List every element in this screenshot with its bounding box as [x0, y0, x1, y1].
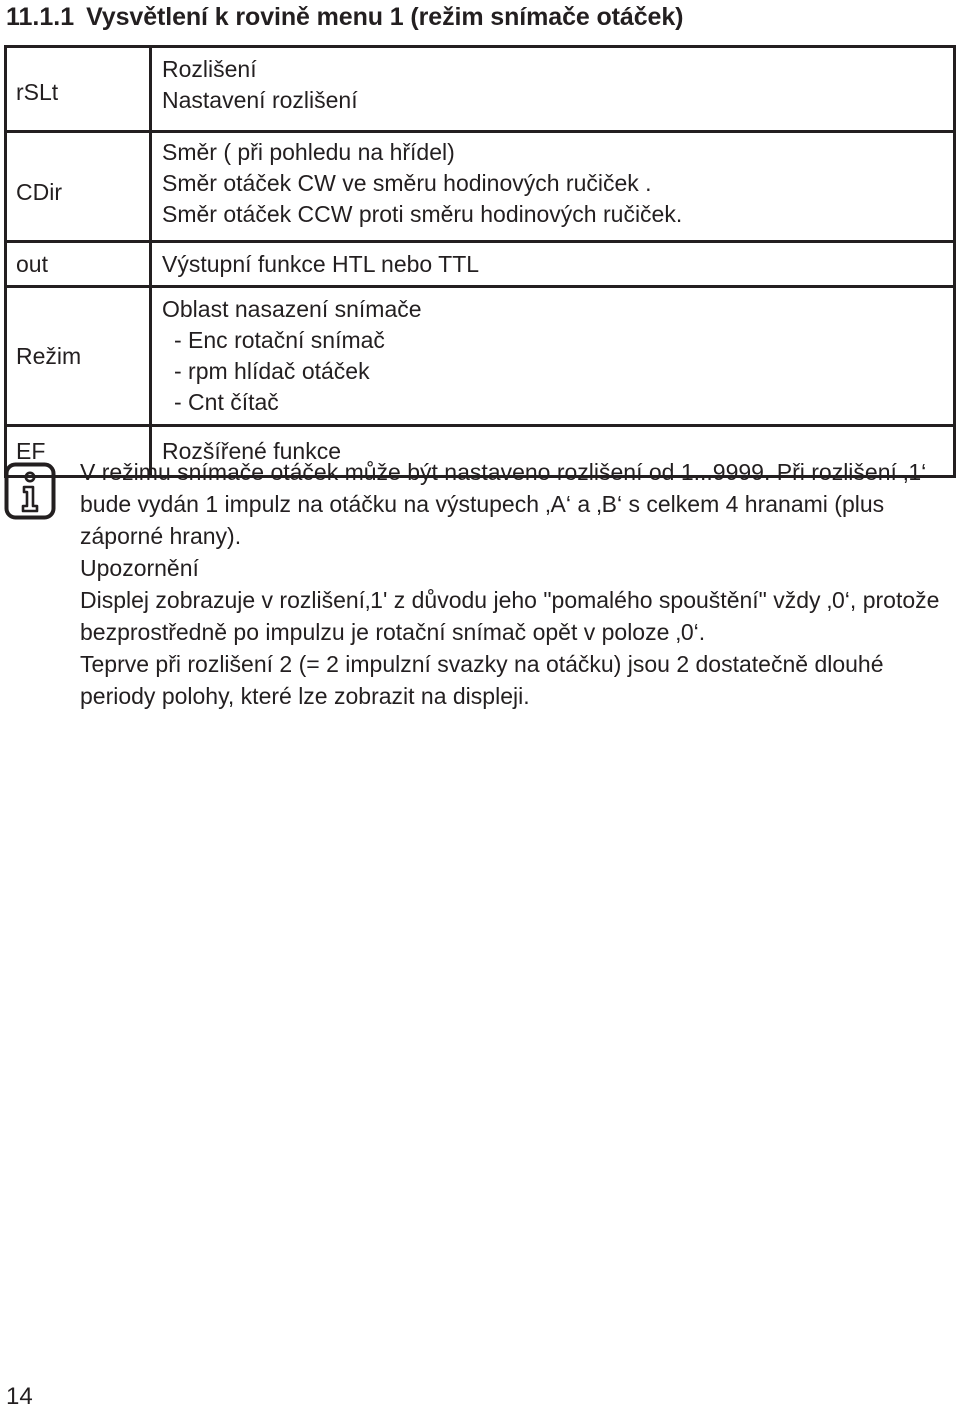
menu-key: rSLt [6, 47, 151, 132]
menu-key: out [6, 242, 151, 287]
table-row [6, 287, 955, 426]
section-number: 11.1.1 [6, 3, 75, 31]
info-note [80, 456, 952, 712]
menu-key: EF [6, 426, 151, 477]
description-line: - rpm hlídač otáček [174, 358, 370, 384]
section-title: Vysvětlení k rovině menu 1 (režim snímače otáček) [86, 3, 684, 31]
description-line: Směr otáček CW ve směru hodinových ručiček . [162, 170, 652, 196]
description-line: Výstupní funkce HTL nebo TTL [162, 250, 480, 277]
note-paragraph: Teprve při rozlišení 2 (= 2 impulzní svazky na otáčku) jsou 2 dostatečně dlouhé periody polohy, které lze zobrazit na displeji. [80, 651, 884, 709]
description-line: Směr otáček CCW proti směru hodinových ručiček. [162, 201, 683, 227]
description-line: Směr ( při pohledu na hřídel) [162, 139, 455, 165]
note-paragraph: V režimu snímače otáček může být nastaveno rozlišení od 1...9999. Při rozlišení ‚1‘ bude vydán 1 impulz na otáčku na výstupech ‚A‘ a ‚B‘ s celkem 4 hranami (plus záporné hrany). [80, 459, 927, 549]
description-line: Nastavení rozlišení [162, 87, 358, 113]
table-row [6, 242, 955, 287]
info-icon [4, 462, 56, 520]
menu-key: CDir [6, 132, 151, 242]
note-warning-heading: Upozornění [80, 555, 199, 581]
menu-key: Režim [6, 287, 151, 426]
description-line: - Enc rotační snímač [174, 327, 385, 353]
page-number: 14 [6, 1383, 33, 1410]
description-line: Rozlišení [162, 56, 257, 82]
menu-level-table [4, 45, 956, 478]
menu-description [151, 132, 955, 242]
description-line: - Cnt čítač [174, 389, 279, 415]
table-row [6, 132, 955, 242]
description-line: Rozšířené funkce [162, 437, 341, 464]
section-heading [6, 1, 683, 33]
table-row [6, 47, 955, 132]
description-line: Oblast nasazení snímače [162, 296, 422, 322]
menu-description [151, 242, 955, 287]
menu-description [151, 287, 955, 426]
menu-description [151, 47, 955, 132]
note-paragraph: Displej zobrazuje v rozlišení‚1' z důvodu jeho "pomalého spouštění" vždy ‚0‘, protože bezprostředně po impulzu je rotační snímač opět v poloze ‚0‘. [80, 587, 940, 645]
